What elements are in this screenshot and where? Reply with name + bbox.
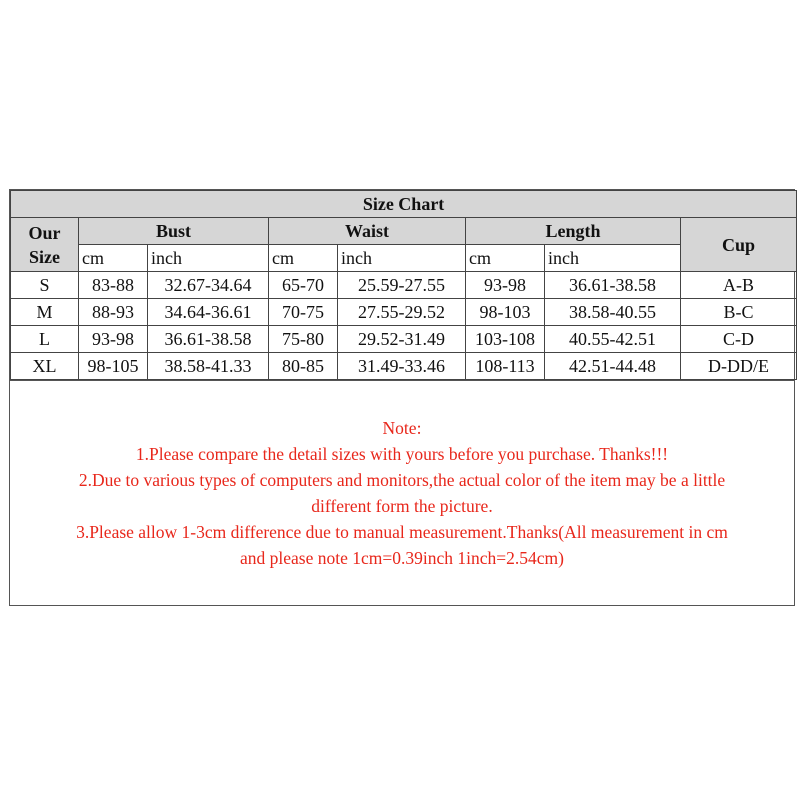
cup-header: Cup [681,218,797,272]
cup-cell: B-C [681,299,797,326]
cup-cell: A-B [681,272,797,299]
table-row [11,353,797,380]
note-line-2b: different form the picture. [311,496,493,516]
bust-cm-cell: 93-98 [79,326,148,353]
bust-inch-cell: 32.67-34.64 [148,272,269,299]
table-row [11,326,797,353]
length-inch-cell: 40.55-42.51 [545,326,681,353]
length-inch-cell: 36.61-38.58 [545,272,681,299]
size-table [10,190,797,380]
waist-cm-unit: cm [269,245,338,272]
bust-inch-cell: 36.61-38.58 [148,326,269,353]
length-header: Length [466,218,681,245]
table-row [11,272,797,299]
waist-cm-cell: 70-75 [269,299,338,326]
note-box [10,380,794,605]
cup-cell: C-D [681,326,797,353]
waist-inch-cell: 29.52-31.49 [338,326,466,353]
waist-inch-cell: 31.49-33.46 [338,353,466,380]
note-line-1: 1.Please compare the detail sizes with yours before you purchase. Thanks!!! [135,444,669,464]
waist-cm-cell: 80-85 [269,353,338,380]
bust-cm-unit: cm [79,245,148,272]
table-row [11,299,797,326]
note-line-2a: 2.Due to various types of computers and monitors,the actual color of the item may be a little [78,470,726,490]
bust-header: Bust [79,218,269,245]
our-size-header: Our Size [11,218,79,272]
size-cell: S [11,272,79,299]
cup-cell: D-DD/E [681,353,797,380]
length-cm-cell: 93-98 [466,272,545,299]
note-heading: Note: [382,418,422,438]
waist-cm-cell: 75-80 [269,326,338,353]
length-inch-cell: 38.58-40.55 [545,299,681,326]
bust-cm-cell: 88-93 [79,299,148,326]
length-cm-cell: 98-103 [466,299,545,326]
size-chart [9,189,795,606]
size-cell: M [11,299,79,326]
note-line-3a: 3.Please allow 1-3cm difference due to manual measurement.Thanks(All measurement in cm [76,522,728,542]
bust-inch-cell: 38.58-41.33 [148,353,269,380]
length-cm-unit: cm [466,245,545,272]
bust-cm-cell: 83-88 [79,272,148,299]
table-title: Size Chart [11,191,797,218]
length-cm-cell: 108-113 [466,353,545,380]
bust-inch-cell: 34.64-36.61 [148,299,269,326]
waist-inch-cell: 25.59-27.55 [338,272,466,299]
length-cm-cell: 103-108 [466,326,545,353]
note-line-3b: and please note 1cm=0.39inch 1inch=2.54cm) [240,548,564,568]
waist-inch-unit: inch [338,245,466,272]
length-inch-unit: inch [545,245,681,272]
waist-header: Waist [269,218,466,245]
size-cell: L [11,326,79,353]
size-cell: XL [11,353,79,380]
waist-inch-cell: 27.55-29.52 [338,299,466,326]
bust-inch-unit: inch [148,245,269,272]
waist-cm-cell: 65-70 [269,272,338,299]
length-inch-cell: 42.51-44.48 [545,353,681,380]
bust-cm-cell: 98-105 [79,353,148,380]
